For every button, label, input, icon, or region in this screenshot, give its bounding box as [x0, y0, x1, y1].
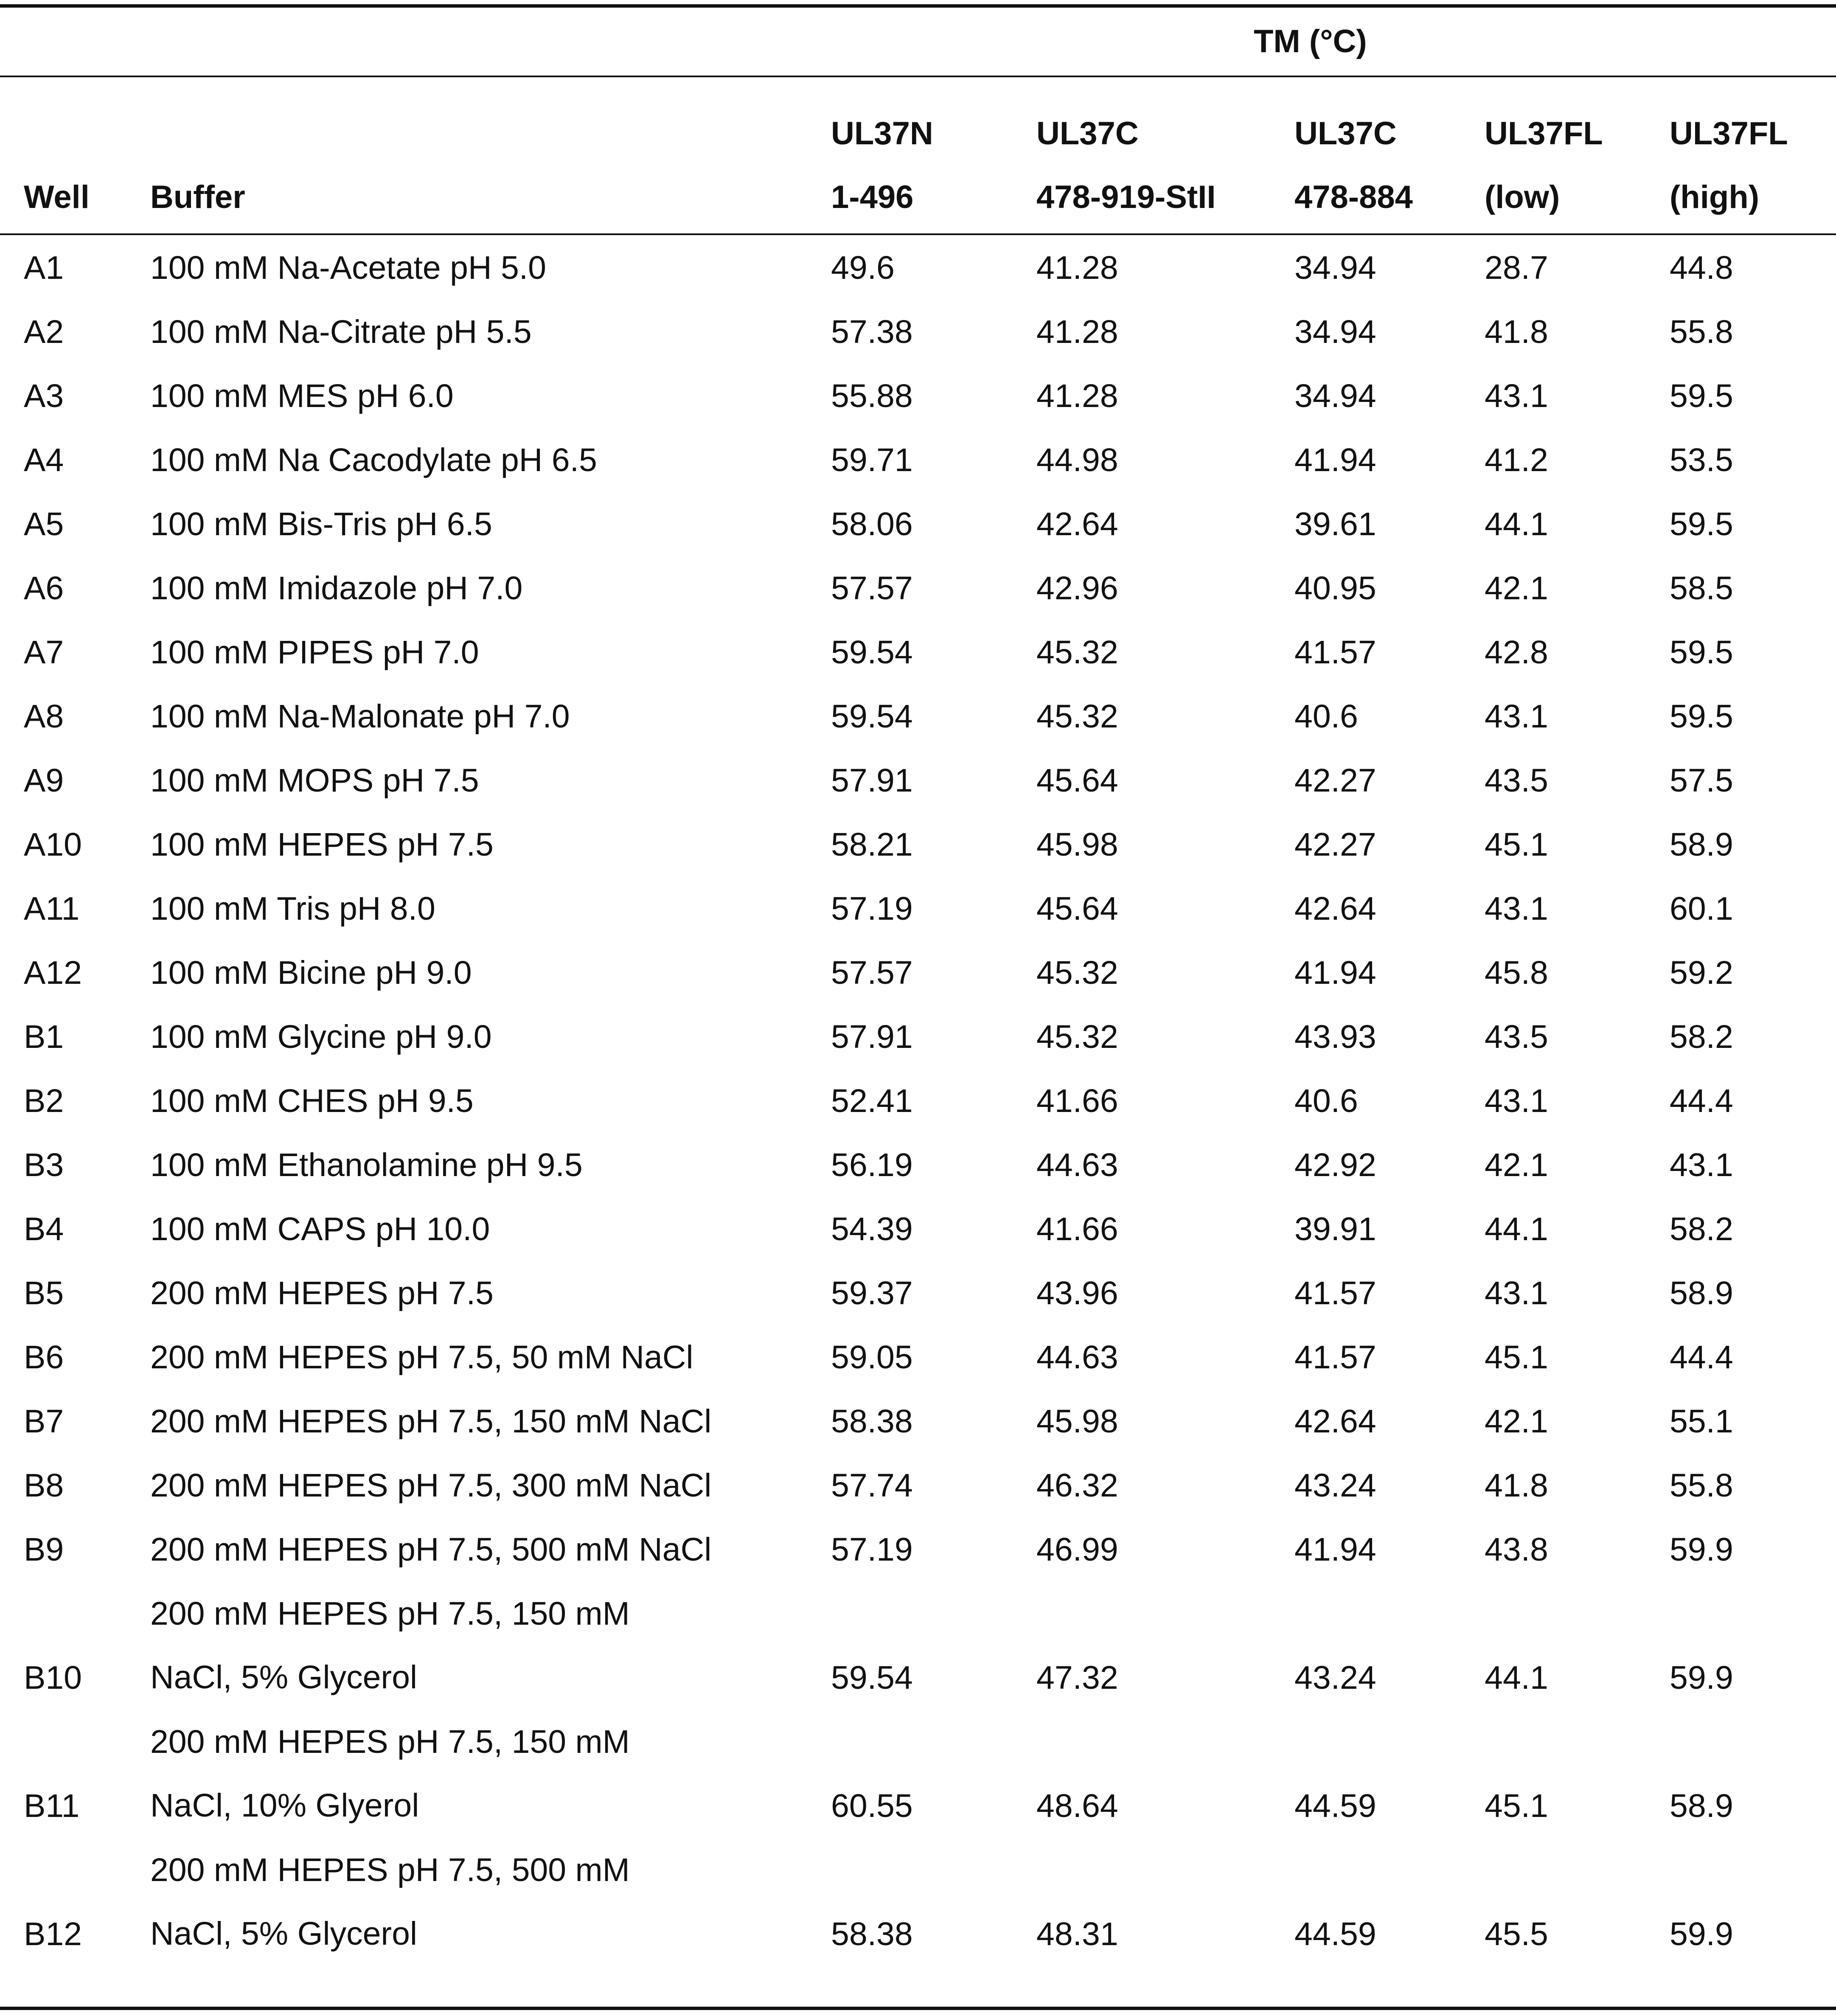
buffer-line: 200 mM HEPES pH 7.5, 300 mM NaCl	[150, 1467, 712, 1504]
tm-cell-ul37c-478-884: 41.94	[1294, 955, 1376, 991]
tm-cell-ul37fl-low: 43.8	[1485, 1531, 1548, 1568]
buffer-line: 100 mM PIPES pH 7.0	[150, 634, 479, 671]
column-header-ul37c-478-884	[1294, 102, 1413, 229]
tm-cell-ul37c-478-884: 41.94	[1294, 1531, 1376, 1568]
buffer-line: NaCl, 5% Glycerol	[150, 1915, 418, 1952]
well-cell: B1	[24, 1019, 64, 1055]
buffer-line: 100 mM MES pH 6.0	[150, 378, 454, 414]
tm-cell-ul37c-478-884: 42.64	[1294, 1403, 1376, 1440]
tm-cell-ul37c-478-919-stii: 45.32	[1036, 634, 1118, 671]
column-header-line: 478-919-StII	[1036, 179, 1216, 215]
column-header-buffer	[150, 166, 245, 229]
column-header-ul37fl-high	[1670, 102, 1788, 229]
tm-cell-ul37fl-high: 59.9	[1670, 1916, 1733, 1952]
tm-cell-ul37c-478-919-stii: 42.96	[1036, 570, 1118, 606]
buffer-line: 200 mM HEPES pH 7.5, 150 mM	[150, 1595, 630, 1632]
buffer-cell	[150, 492, 492, 556]
buffer-cell	[150, 1454, 711, 1517]
buffer-line: 100 mM Na Cacodylate pH 6.5	[150, 442, 597, 478]
tm-cell-ul37fl-low: 45.5	[1485, 1916, 1548, 1952]
buffer-cell	[150, 1325, 693, 1389]
buffer-line: 200 mM HEPES pH 7.5, 150 mM NaCl	[150, 1403, 712, 1440]
column-header-ul37n-1-496	[831, 102, 933, 229]
tm-cell-ul37fl-low: 43.1	[1485, 378, 1548, 414]
buffer-line: 100 mM Bis-Tris pH 6.5	[150, 506, 492, 542]
well-cell: B12	[24, 1916, 82, 1952]
tm-cell-ul37n-1-496: 59.37	[831, 1275, 913, 1311]
buffer-cell	[150, 300, 532, 364]
buffer-cell	[150, 1133, 583, 1197]
tm-cell-ul37n-1-496: 57.19	[831, 1531, 913, 1568]
tm-cell-ul37c-478-884: 43.24	[1294, 1659, 1376, 1696]
buffer-cell	[150, 1518, 711, 1581]
tm-cell-ul37c-478-919-stii: 45.32	[1036, 698, 1118, 735]
buffer-line: 200 mM HEPES pH 7.5, 150 mM	[150, 1724, 630, 1760]
tm-cell-ul37c-478-919-stii: 41.28	[1036, 250, 1118, 286]
tm-cell-ul37c-478-919-stii: 45.64	[1036, 890, 1118, 927]
group-header-rule	[0, 76, 1836, 77]
well-cell: A8	[24, 698, 64, 735]
column-header-line: UL37C	[1036, 115, 1139, 152]
tm-cell-ul37fl-high: 58.2	[1670, 1019, 1733, 1055]
tm-cell-ul37c-478-884: 44.59	[1294, 1916, 1376, 1952]
well-cell: B11	[24, 1788, 80, 1824]
tm-cell-ul37c-478-919-stii: 44.63	[1036, 1147, 1118, 1183]
buffer-line: 100 mM Imidazole pH 7.0	[150, 570, 523, 606]
tm-cell-ul37n-1-496: 57.74	[831, 1467, 913, 1504]
tm-cell-ul37fl-high: 60.1	[1670, 890, 1733, 927]
tm-cell-ul37fl-high: 58.9	[1670, 1788, 1733, 1824]
tm-cell-ul37fl-low: 41.8	[1485, 1467, 1548, 1504]
column-header-line: UL37C	[1294, 115, 1397, 152]
tm-cell-ul37n-1-496: 59.54	[831, 698, 913, 735]
tm-cell-ul37c-478-884: 39.61	[1294, 506, 1376, 542]
tm-cell-ul37c-478-884: 41.57	[1294, 1339, 1376, 1376]
well-cell: B8	[24, 1467, 64, 1504]
tm-cell-ul37c-478-884: 41.94	[1294, 442, 1376, 478]
tm-cell-ul37c-478-919-stii: 44.98	[1036, 442, 1118, 478]
tm-cell-ul37c-478-884: 42.27	[1294, 762, 1376, 799]
well-cell: A9	[24, 762, 64, 799]
buffer-line: 100 mM Na-Malonate pH 7.0	[150, 698, 570, 735]
column-header-line: 1-496	[831, 179, 914, 215]
column-header-line: (low)	[1485, 179, 1560, 215]
tm-cell-ul37c-478-919-stii: 41.66	[1036, 1083, 1118, 1119]
buffer-cell	[150, 1710, 630, 1837]
tm-cell-ul37c-478-884: 34.94	[1294, 378, 1376, 414]
well-cell: B3	[24, 1147, 64, 1183]
tm-cell-ul37c-478-884: 39.91	[1294, 1211, 1376, 1247]
buffer-cell	[150, 1390, 711, 1453]
tm-cell-ul37n-1-496: 59.54	[831, 634, 913, 671]
tm-cell-ul37fl-low: 43.1	[1485, 698, 1548, 735]
column-header-line: UL37FL	[1485, 115, 1603, 152]
well-cell: A7	[24, 634, 64, 671]
tm-cell-ul37c-478-919-stii: 41.28	[1036, 314, 1118, 350]
tm-cell-ul37n-1-496: 58.38	[831, 1403, 913, 1440]
column-header-line: UL37N	[831, 115, 933, 152]
tm-cell-ul37fl-high: 44.4	[1670, 1339, 1733, 1376]
well-cell: A12	[24, 955, 82, 991]
tm-cell-ul37n-1-496: 59.71	[831, 442, 913, 478]
tm-cell-ul37fl-low: 43.1	[1485, 1083, 1548, 1119]
tm-cell-ul37n-1-496: 56.19	[831, 1147, 913, 1183]
buffer-cell	[150, 1197, 490, 1261]
tm-cell-ul37n-1-496: 52.41	[831, 1083, 913, 1119]
tm-cell-ul37c-478-919-stii: 45.98	[1036, 1403, 1118, 1440]
tm-cell-ul37c-478-884: 41.57	[1294, 1275, 1376, 1311]
tm-cell-ul37c-478-884: 43.93	[1294, 1019, 1376, 1055]
tm-cell-ul37fl-high: 59.9	[1670, 1659, 1733, 1696]
buffer-cell	[150, 236, 546, 300]
tm-cell-ul37n-1-496: 58.38	[831, 1916, 913, 1952]
tm-cell-ul37fl-low: 45.1	[1485, 1788, 1548, 1824]
well-cell: B4	[24, 1211, 64, 1247]
buffer-line: 200 mM HEPES pH 7.5	[150, 1275, 494, 1311]
well-cell: A2	[24, 314, 64, 350]
column-header-line: (high)	[1670, 179, 1760, 215]
tm-cell-ul37fl-high: 59.5	[1670, 634, 1733, 671]
well-cell: A4	[24, 442, 64, 478]
buffer-line: 100 mM Na-Citrate pH 5.5	[150, 314, 532, 350]
buffer-cell	[150, 1582, 630, 1709]
tm-cell-ul37fl-high: 59.5	[1670, 698, 1733, 735]
buffer-line: 200 mM HEPES pH 7.5, 500 mM NaCl	[150, 1531, 712, 1568]
buffer-line: 100 mM Glycine pH 9.0	[150, 1019, 492, 1055]
column-header-line: 478-884	[1294, 179, 1413, 215]
tm-cell-ul37fl-high: 59.2	[1670, 955, 1733, 991]
column-header-well	[24, 166, 90, 229]
tm-cell-ul37fl-high: 58.9	[1670, 826, 1733, 863]
tm-cell-ul37c-478-884: 42.27	[1294, 826, 1376, 863]
well-cell: A3	[24, 378, 64, 414]
tm-cell-ul37n-1-496: 55.88	[831, 378, 913, 414]
tm-cell-ul37c-478-884: 40.95	[1294, 570, 1376, 606]
tm-cell-ul37fl-low: 44.1	[1485, 506, 1548, 542]
well-cell: A11	[24, 890, 80, 927]
tm-cell-ul37fl-high: 57.5	[1670, 762, 1733, 799]
buffer-cell	[150, 428, 597, 492]
tm-cell-ul37fl-high: 59.5	[1670, 506, 1733, 542]
tm-group-header: TM (°C)	[1254, 23, 1367, 59]
tm-cell-ul37fl-high: 44.4	[1670, 1083, 1733, 1119]
tm-cell-ul37c-478-884: 43.24	[1294, 1467, 1376, 1504]
buffer-cell	[150, 621, 479, 684]
tm-cell-ul37n-1-496: 57.91	[831, 762, 913, 799]
tm-cell-ul37n-1-496: 59.54	[831, 1659, 913, 1696]
tm-cell-ul37fl-low: 45.1	[1485, 1339, 1548, 1376]
tm-cell-ul37c-478-919-stii: 46.99	[1036, 1531, 1118, 1568]
tm-cell-ul37fl-low: 42.8	[1485, 634, 1548, 671]
tm-cell-ul37fl-high: 55.1	[1670, 1403, 1733, 1440]
tm-cell-ul37fl-low: 45.8	[1485, 955, 1548, 991]
tm-cell-ul37c-478-884: 40.6	[1294, 1083, 1358, 1119]
tm-cell-ul37c-478-884: 34.94	[1294, 250, 1376, 286]
column-header-ul37c-478-919-stii	[1036, 102, 1216, 229]
tm-cell-ul37c-478-884: 42.92	[1294, 1147, 1376, 1183]
tm-cell-ul37fl-low: 43.1	[1485, 890, 1548, 927]
tm-cell-ul37n-1-496: 57.19	[831, 890, 913, 927]
tm-cell-ul37fl-high: 55.8	[1670, 1467, 1733, 1504]
tm-cell-ul37fl-low: 28.7	[1485, 250, 1548, 286]
buffer-cell	[150, 556, 522, 620]
tm-cell-ul37c-478-884: 34.94	[1294, 314, 1376, 350]
tm-cell-ul37fl-high: 59.9	[1670, 1531, 1733, 1568]
tm-cell-ul37n-1-496: 57.57	[831, 955, 913, 991]
buffer-cell	[150, 1838, 630, 1965]
buffer-cell	[150, 941, 472, 1005]
tm-cell-ul37fl-high: 55.8	[1670, 314, 1733, 350]
buffer-line: 200 mM HEPES pH 7.5, 50 mM NaCl	[150, 1339, 693, 1376]
tm-cell-ul37fl-low: 44.1	[1485, 1211, 1548, 1247]
well-cell: A1	[24, 250, 64, 286]
tm-cell-ul37n-1-496: 57.38	[831, 314, 913, 350]
tm-cell-ul37c-478-919-stii: 45.98	[1036, 826, 1118, 863]
buffer-cell	[150, 364, 454, 428]
well-cell: B5	[24, 1275, 64, 1311]
buffer-cell	[150, 1005, 492, 1069]
well-cell: B10	[24, 1659, 82, 1696]
tm-cell-ul37n-1-496: 58.06	[831, 506, 913, 542]
tm-cell-ul37c-478-884: 41.57	[1294, 634, 1376, 671]
tm-cell-ul37c-478-919-stii: 44.63	[1036, 1339, 1118, 1376]
tm-cell-ul37n-1-496: 54.39	[831, 1211, 913, 1247]
tm-cell-ul37c-478-919-stii: 41.66	[1036, 1211, 1118, 1247]
tm-cell-ul37c-478-919-stii: 45.32	[1036, 955, 1118, 991]
buffer-line: 100 mM MOPS pH 7.5	[150, 762, 479, 799]
tm-cell-ul37c-478-919-stii: 45.32	[1036, 1019, 1118, 1055]
well-cell: B7	[24, 1403, 64, 1440]
tm-cell-ul37fl-low: 41.8	[1485, 314, 1548, 350]
buffer-cell	[150, 1069, 474, 1133]
buffer-line: 100 mM Bicine pH 9.0	[150, 955, 472, 991]
well-cell: B9	[24, 1531, 64, 1568]
tm-cell-ul37fl-low: 42.1	[1485, 1147, 1548, 1183]
buffer-line: 200 mM HEPES pH 7.5, 500 mM	[150, 1852, 630, 1888]
tm-cell-ul37fl-high: 58.9	[1670, 1275, 1733, 1311]
tm-cell-ul37c-478-919-stii: 48.31	[1036, 1916, 1118, 1952]
tm-cell-ul37fl-low: 45.1	[1485, 826, 1548, 863]
well-cell: B2	[24, 1083, 64, 1119]
well-cell: A6	[24, 570, 64, 606]
buffer-line: 100 mM CAPS pH 10.0	[150, 1211, 490, 1247]
tm-cell-ul37c-478-884: 42.64	[1294, 890, 1376, 927]
header-rule	[0, 233, 1836, 235]
buffer-cell	[150, 877, 435, 941]
tm-cell-ul37fl-high: 53.5	[1670, 442, 1733, 478]
tm-cell-ul37fl-low: 43.5	[1485, 1019, 1548, 1055]
buffer-cell	[150, 813, 494, 876]
tm-cell-ul37fl-high: 43.1	[1670, 1147, 1733, 1183]
tm-cell-ul37c-478-919-stii: 42.64	[1036, 506, 1118, 542]
table-bottom-rule	[0, 2007, 1836, 2010]
buffer-line: NaCl, 5% Glycerol	[150, 1659, 418, 1696]
tm-cell-ul37n-1-496: 60.55	[831, 1788, 913, 1824]
tm-cell-ul37c-478-919-stii: 48.64	[1036, 1788, 1118, 1824]
tm-cell-ul37n-1-496: 57.91	[831, 1019, 913, 1055]
buffer-line: 100 mM CHES pH 9.5	[150, 1083, 474, 1119]
tm-cell-ul37fl-low: 41.2	[1485, 442, 1548, 478]
column-header-line: Well	[24, 179, 90, 215]
tm-cell-ul37fl-low: 42.1	[1485, 570, 1548, 606]
column-header-line: Buffer	[150, 179, 245, 215]
tm-cell-ul37c-478-919-stii: 41.28	[1036, 378, 1118, 414]
tm-cell-ul37n-1-496: 58.21	[831, 826, 913, 863]
column-header-ul37fl-low	[1485, 102, 1603, 229]
tm-cell-ul37n-1-496: 57.57	[831, 570, 913, 606]
well-cell: A5	[24, 506, 64, 542]
buffer-cell	[150, 1261, 494, 1325]
tm-cell-ul37c-478-919-stii: 47.32	[1036, 1659, 1118, 1696]
tm-cell-ul37fl-high: 44.8	[1670, 250, 1733, 286]
tm-cell-ul37c-478-919-stii: 45.64	[1036, 762, 1118, 799]
buffer-cell	[150, 749, 479, 812]
buffer-cell	[150, 685, 570, 748]
tm-cell-ul37n-1-496: 49.6	[831, 250, 895, 286]
column-header-line: UL37FL	[1670, 115, 1788, 152]
tm-cell-ul37fl-low: 43.5	[1485, 762, 1548, 799]
tm-cell-ul37c-478-919-stii: 46.32	[1036, 1467, 1118, 1504]
tm-cell-ul37fl-low: 42.1	[1485, 1403, 1548, 1440]
tm-cell-ul37c-478-884: 40.6	[1294, 698, 1358, 735]
buffer-line: NaCl, 10% Glyerol	[150, 1787, 419, 1824]
tm-cell-ul37fl-high: 58.5	[1670, 570, 1733, 606]
tm-cell-ul37c-478-884: 44.59	[1294, 1788, 1376, 1824]
tm-cell-ul37fl-low: 43.1	[1485, 1275, 1548, 1311]
buffer-line: 100 mM Na-Acetate pH 5.0	[150, 250, 546, 286]
tm-cell-ul37fl-low: 44.1	[1485, 1659, 1548, 1696]
table-top-rule	[0, 4, 1836, 8]
well-cell: B6	[24, 1339, 64, 1376]
buffer-line: 100 mM Tris pH 8.0	[150, 890, 435, 927]
tm-cell-ul37fl-high: 58.2	[1670, 1211, 1733, 1247]
tm-cell-ul37n-1-496: 59.05	[831, 1339, 913, 1376]
buffer-line: 100 mM HEPES pH 7.5	[150, 826, 494, 863]
tm-cell-ul37c-478-919-stii: 43.96	[1036, 1275, 1118, 1311]
well-cell: A10	[24, 826, 82, 863]
buffer-line: 100 mM Ethanolamine pH 9.5	[150, 1147, 583, 1183]
tm-cell-ul37fl-high: 59.5	[1670, 378, 1733, 414]
